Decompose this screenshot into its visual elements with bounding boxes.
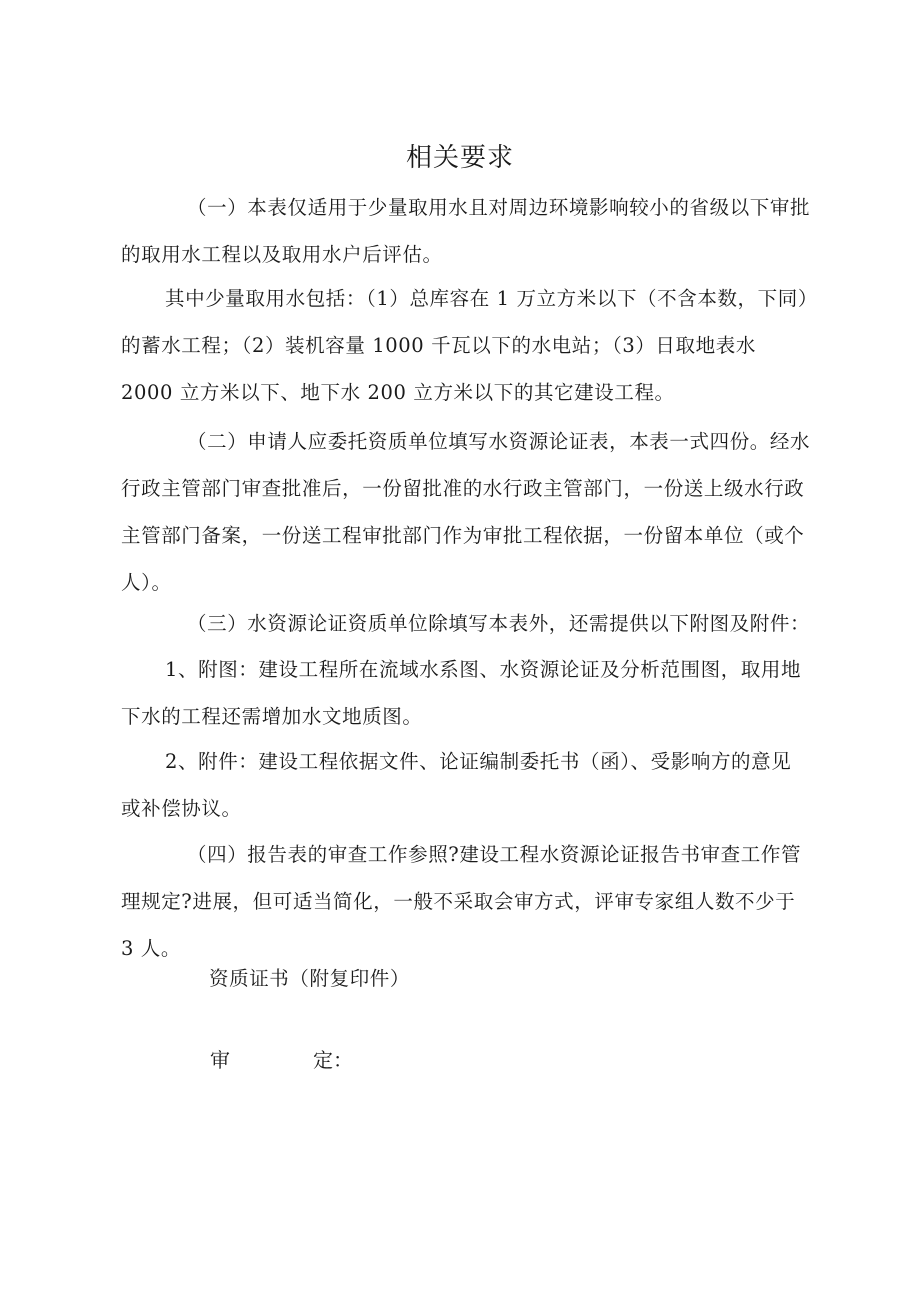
- certificate-line: 资质证书（附复印件）: [209, 967, 411, 990]
- paragraph-attachments-intro: （三）水资源论证资质单位除填写本表外，还需提供以下附图及附件：: [187, 612, 811, 635]
- paragraph-review-procedure: （四）报告表的审查工作参照?建设工程水资源论证报告书审查工作管理规定?进展，但可适当简化，一般不采取会审方式，评审专家组人数不少于 3 人。: [121, 843, 802, 960]
- paragraph-attachment-files: 2、附件：建设工程依据文件、论证编制委托书（函）、受影响方的意见或补偿协议。: [121, 750, 792, 820]
- review-label-second: 定：: [313, 1048, 353, 1072]
- paragraph-small-quantity-definition: 其中少量取用水包括：（1）总库容在 1 万立方米以下（不含本数，下同）的蓄水工程；（2）装机容量 1000 千瓦以下的水电站；（3）日取地表水 2000 立方米以下、地下水 200 立方米以下的其它建设工程。: [121, 287, 809, 404]
- page-title: 相关要求: [405, 143, 514, 173]
- paragraph-applicant-copies: （二）申请人应委托资质单位填写水资源论证表，本表一式四份。经水行政主管部门审查批准后，一份留批准的水行政主管部门，一份送上级水行政主管部门备案，一份送工程审批部门作为审批工程依据，一份留本单位（或个人）。: [121, 430, 811, 594]
- paragraph-scope: （一）本表仅适用于少量取用水且对周边环境影响较小的省级以下审批的取用水工程以及取用水户后评估。: [121, 196, 811, 266]
- paragraph-attachment-maps: 1、附图：建设工程所在流域水系图、水资源论证及分析范围图，取用地下水的工程还需增加水文地质图。: [121, 658, 802, 728]
- review-signature-line: [210, 1038, 370, 1082]
- review-label-first: 审: [210, 1048, 230, 1072]
